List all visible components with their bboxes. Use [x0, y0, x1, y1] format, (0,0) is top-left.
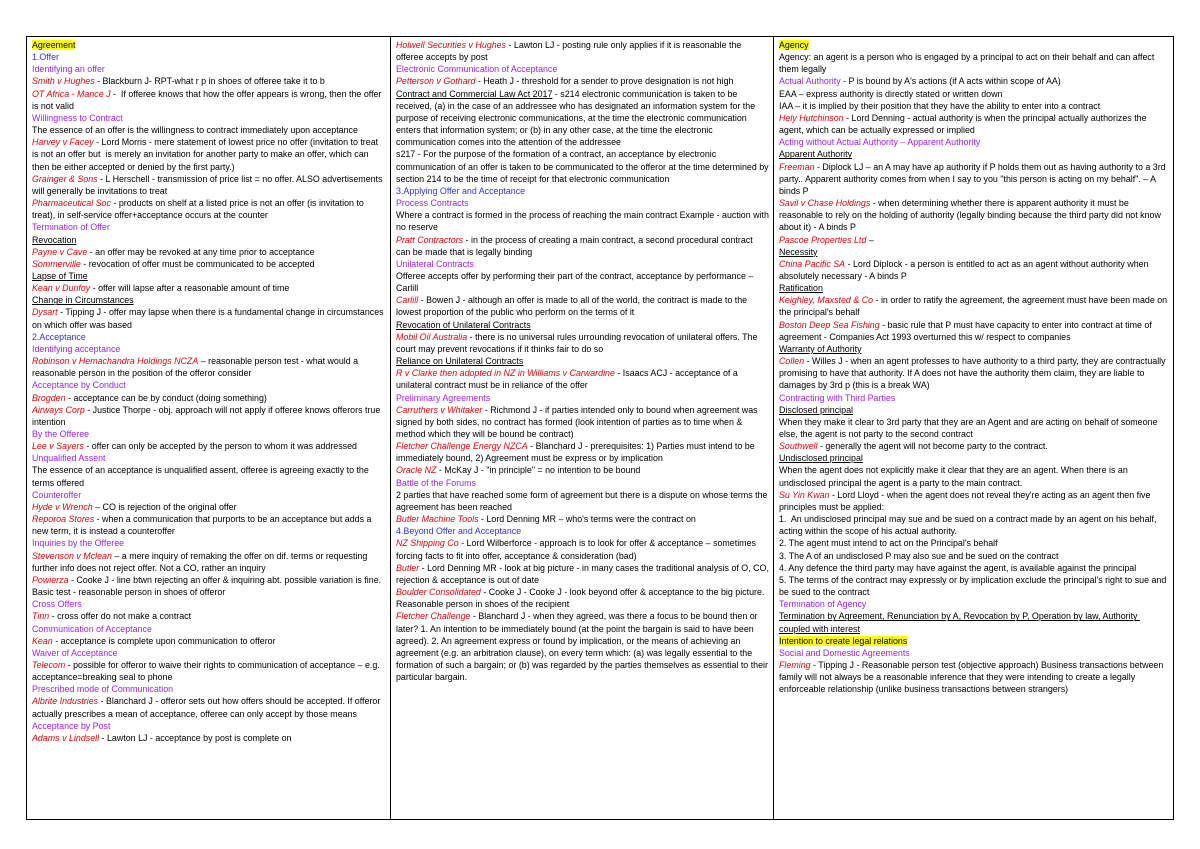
case-note-text: - possible for offeror to waive their rights to communication of acceptance – e.g. acceptance=breaking seal to phone — [32, 659, 383, 683]
section-heading: 3.Applying Offer and Acceptance — [396, 185, 526, 196]
case-note — [32, 282, 386, 294]
note-text: IAA – it is implied by their position that they have the ability to enter into a contract — [779, 100, 1101, 111]
case-note-text: - Lord Denning MR - look at big picture - in many cases the traditional analysis of O, CO, rejection & acceptance is out of date — [396, 562, 772, 585]
case-note-text: - Lord Lloyd - when the agent does not reveal they're acting as an agent then five principles must be applied: — [779, 489, 1153, 512]
case-note — [396, 586, 769, 610]
case-note-text: - Cooke J - Cooke J - look beyond offer & acceptance to the big picture. Reasonable person in shoes of the recipient — [396, 587, 767, 610]
case-name: Butler Machine Tools — [396, 514, 479, 525]
subsection-heading: Preliminary Agreements — [396, 392, 491, 403]
case-name: Su Yin Kwan — [779, 489, 830, 500]
case-note-text: - acceptance is complete upon communication to offeror — [52, 635, 276, 646]
column-2 — [391, 37, 774, 819]
case-note-text: - Tipping J - offer may lapse when there is a fundamental change in circumstances on which offer was based — [32, 307, 387, 330]
case-note-text: - Lord Denning - actual authority is when the principal actually authorizes the agent, which can be actually expressed or implied — [779, 112, 1149, 136]
case-note-text: - Isaacs ACJ - acceptance of a unilateral contract must be in reliance of the offer — [396, 368, 741, 391]
subsection-heading: Acceptance by Conduct — [32, 380, 126, 391]
note-text: The essence of an acceptance is unqualified assent, offeree is agreeing exactly to the terms offered — [32, 465, 372, 488]
section-heading: 4.Beyond Offer and Acceptance — [396, 526, 522, 537]
note-text: 2 parties that have reached some form of agreement but there is a dispute on whose terms the agreement has been reached — [396, 489, 770, 512]
case-name: Powierza — [32, 574, 69, 585]
notes-sheet — [26, 36, 1174, 820]
case-note-text: - when determining whether there is apparent authority it must be reasonable to rely on the holding of authority (legally binding because the third party did not know about it) - A binds P — [779, 198, 1164, 233]
case-name: NZ Shipping Co — [396, 538, 459, 549]
case-name: Robinson v Hemachandra Holdings NCZA — [32, 356, 199, 367]
case-note-text: - McKay J - "in principle" = no intention to be bound — [436, 465, 641, 476]
case-name: Pharmaceutical Soc — [32, 198, 111, 209]
subsection-heading: Identifying an offer — [32, 64, 105, 75]
case-name: Butler — [396, 562, 420, 573]
subsection-heading: Termination of Offer — [32, 222, 110, 233]
case-note-text: - products on shelf at a listed price is not an offer (is invitation to treat), in self-service offer+acceptance occurs at the counter — [32, 198, 367, 221]
case-note-text: - Diplock LJ – an A may have ap authority if P holds them out as having authority to a 3rd party.. Apparent authority comes from when I say to you "this person is acting on my behalf". – A binds P — [779, 161, 1169, 196]
case-name: Harvey v Facey — [32, 137, 94, 148]
case-name: Keighley, Maxsted & Co — [779, 295, 874, 306]
subsection-heading: Counteroffer — [32, 489, 82, 500]
subsection-heading: Unqualified Assent — [32, 453, 106, 464]
case-note — [32, 659, 386, 683]
case-note-text: – CO is rejection of the original offer — [92, 501, 237, 512]
concept-name: Actual Authority — [779, 76, 841, 87]
case-name: Reporoa Stores — [32, 514, 95, 525]
underlined-heading: Termination by Agreement, Renunciation by A, Revocation by P, Operation by law, Authority coupled with interest — [779, 611, 1140, 634]
case-note — [779, 659, 1169, 695]
subsection-heading: Prescribed mode of Communication — [32, 684, 174, 695]
note-text: Agency: an agent is a person who is engaged by a principal to act on their behalf and can affect them legally — [779, 52, 1157, 75]
topic-heading-text: Intention to create legal relations — [779, 635, 908, 646]
section-heading: 2.Acceptance — [32, 331, 86, 342]
case-note-text: - basic rule that P must have capacity to enter into contract at time of agreement - Companies Act 1993 overturned this w/ respect to companies — [779, 319, 1155, 342]
case-note — [32, 513, 386, 537]
case-note — [779, 258, 1169, 282]
case-note-text: - Blackburn J- RPT-what r p in shoes of offeree take it to b — [94, 76, 325, 87]
case-note — [779, 197, 1169, 233]
case-name: Brogden — [32, 392, 66, 403]
subsection-heading: Willingness to Contract — [32, 112, 123, 123]
case-note-text: – — [866, 234, 874, 245]
underlined-heading: Lapse of Time — [32, 270, 88, 281]
case-note — [32, 173, 386, 197]
case-note — [32, 136, 386, 172]
case-name: Kean — [32, 635, 53, 646]
case-note-text: - Blanchard J - prerequisites: 1) Parties must intend to be immediately bound, 2) Agreement must be express or by implication — [396, 441, 758, 464]
note-text: When the agent does not explicitly make it clear that they are an agent. When there is an undisclosed principal the agent is a party to the main contract. — [779, 465, 1131, 488]
case-note — [32, 246, 386, 258]
case-note-text: - when a communication that purports to be an acceptance but adds a new term, it is instead a counteroffer — [32, 514, 374, 537]
case-name: Kean v Dunfoy — [32, 283, 91, 294]
case-note-text: - Lord Wilberforce - approach is to look for offer & acceptance – sometimes forcing facts to fit into offer, acceptance & consideration (bad) — [396, 538, 759, 561]
case-name: Telecom — [32, 659, 66, 670]
case-note-text: - in order to ratify the agreement, the agreement must have been made on the principal's behalf — [779, 295, 1170, 318]
case-note — [32, 610, 386, 622]
case-note — [32, 440, 386, 452]
case-name: Boulder Consolidated — [396, 587, 481, 598]
note-text: Where a contract is formed in the process of reaching the main contract Example - auction with no reserve — [396, 210, 772, 233]
subsection-heading: Identifying acceptance — [32, 343, 121, 354]
subsection-heading: Acting without Actual Authority – Apparent Authority — [779, 137, 981, 148]
case-note — [779, 112, 1169, 136]
case-note-text: - Cooke J - line btwn rejecting an offer & inquiring abt. possible variation is fine. Basic test - reasonable person in shoes of offeror — [32, 574, 384, 598]
case-note — [396, 440, 769, 464]
case-note — [32, 501, 386, 513]
case-note — [396, 513, 769, 525]
statute-note-text: - s214 electronic communication is taken to be received, (a) in the case of an addressee who has designated an information system for the purpose of receiving electronic communications, at the time the electronic communication enters that information system; or (b) in any other case, at the time the electronic communication comes into the attention of the addressee — [396, 88, 758, 148]
case-note-text: - Willes J - when an agent professes to have authority to a third party, they are contractually promising to have that authority. If A does not have the authority them claim, they are liable to damages by 3rd p (this is a break WA) — [779, 356, 1169, 391]
case-note — [396, 75, 769, 87]
case-note-text: - Lawton LJ - posting rule only applies if it is reasonable the offeree accepts by post — [396, 40, 744, 63]
case-note — [32, 695, 386, 719]
underlined-heading: Revocation of Unilateral Contracts — [396, 319, 531, 330]
case-note — [32, 635, 386, 647]
note-text: The essence of an offer is the willingness to contract immediately upon acceptance — [32, 125, 358, 136]
subsection-heading: Termination of Agency — [779, 599, 867, 610]
case-note-text: – a mere inquiry of remaking the offer on dif. terms or requesting further info does not reject offer. Not a CO, rather an inquiry — [32, 550, 370, 573]
subsection-heading: Process Contracts — [396, 198, 469, 209]
case-name: Fletcher Challenge — [396, 611, 471, 622]
subsection-heading: By the Offeree — [32, 429, 90, 439]
case-note — [779, 319, 1169, 343]
case-name: Holwell Securities v Hughes — [396, 40, 506, 50]
case-name: Oracle NZ — [396, 465, 437, 476]
case-note — [396, 464, 769, 476]
case-note-text: - an offer may be revoked at any time prior to acceptance — [87, 246, 315, 257]
underlined-heading: Disclosed principal — [779, 404, 853, 415]
underlined-heading: Revocation — [32, 234, 77, 245]
case-note — [32, 574, 386, 598]
case-note — [32, 392, 386, 404]
case-note — [779, 440, 1169, 452]
case-note-text: - Heath J - threshold for a sender to prove designation is not high — [475, 76, 734, 87]
case-name: Adams v Lindsell — [32, 732, 100, 743]
case-note — [32, 88, 386, 112]
case-name: Lee v Sayers — [32, 441, 84, 452]
case-note — [32, 550, 386, 574]
topic-heading — [779, 635, 1169, 647]
case-name: Collen — [779, 356, 805, 367]
case-note-text: - Lord Diplock - a person is entitled to act as an agent without authority when absolutely necessary - A binds P — [779, 258, 1151, 281]
case-note — [32, 197, 386, 221]
subsection-heading: Waiver of Acceptance — [32, 647, 118, 658]
case-note — [396, 404, 769, 440]
underlined-heading: Ratification — [779, 283, 823, 294]
concept-note — [779, 75, 1169, 87]
note-text: 4. Any defence the third party may have against the agent, is available against the principal — [779, 562, 1137, 573]
case-note-text: - Bowen J - although an offer is made to all of the world, the contract is made to the lowest proportion of the public who perform on the terms of it — [396, 295, 750, 318]
case-note-text: - If offeree knows that how the offer appears is wrong, then the offer is not valid — [32, 88, 384, 111]
subsection-heading: Electronic Communication of Acceptance — [396, 64, 558, 75]
case-note-text: - offer will lapse after a reasonable amount of time — [90, 283, 290, 294]
case-name: Airways Corp — [32, 404, 85, 415]
case-note-text: - offer can only be accepted by the person to whom it was addressed — [83, 441, 357, 452]
subsection-heading: Contracting with Third Parties — [779, 392, 896, 403]
note-text: Offeree accepts offer by performing their part of the contract, acceptance by performance – Carlill — [396, 270, 756, 294]
case-name: Payne v Cave — [32, 246, 88, 257]
case-name: OT Africa - Mance J — [32, 88, 111, 99]
case-note — [396, 39, 769, 63]
note-text: 5. The terms of the contract may expressly or by implication exclude the principal's right to sue and be sued to the contract — [779, 574, 1169, 598]
subsection-heading: Communication of Acceptance — [32, 623, 152, 634]
case-note — [396, 331, 769, 355]
statute-note — [396, 88, 769, 149]
case-note-text: - Justice Thorpe - obj. approach will not apply if offeree knows offerors true intention — [32, 404, 383, 427]
column-3 — [774, 37, 1173, 819]
case-name: Mobil Oil Australia — [396, 331, 468, 342]
case-note — [32, 75, 386, 87]
case-name: Hely Hutchinson — [779, 112, 844, 123]
case-name: Albrite Industries — [32, 696, 99, 707]
case-note — [779, 355, 1169, 391]
case-note — [779, 294, 1169, 318]
note-text: 2. The agent must intend to act on the Principal's behalf — [779, 538, 998, 549]
case-name: Stevenson v Mclean — [32, 550, 112, 561]
case-name: Southwell — [779, 441, 818, 452]
case-note — [32, 355, 386, 379]
topic-heading — [32, 39, 386, 51]
case-note — [779, 489, 1169, 513]
case-note-text: - acceptance can be by conduct (doing something) — [65, 392, 267, 403]
note-text: s217 - For the purpose of the formation of a contract, an acceptance by electronic communication of an offer is taken to be communicated to the offeror at the time determined by section 214 to be the time of receipt for that electronic communication — [396, 149, 772, 184]
case-name: Sommerville — [32, 258, 81, 269]
column-1 — [27, 37, 391, 819]
case-name: Dysart — [32, 307, 58, 318]
subsection-heading: Unilateral Contracts — [396, 258, 474, 269]
case-name: Fleming — [779, 659, 811, 670]
case-name: Petterson v Gothard — [396, 76, 476, 87]
case-note-text: - cross offer do not make a contract — [49, 611, 192, 622]
case-name: China Pacific SA — [779, 258, 846, 269]
concept-note-text: - P is bound by A's actions (if A acts within scope of AA) — [840, 76, 1061, 87]
note-text: When they make it clear to 3rd party that they are an Agent and are acting on behalf of someone else, the agent is not party to the second contract — [779, 416, 1160, 439]
note-text: 3. The A of an undisclosed P may also sue and be sued on the contract — [779, 550, 1059, 561]
case-name: Pratt Contractors — [396, 234, 464, 245]
subsection-heading: Cross Offers — [32, 599, 82, 610]
case-note — [396, 610, 769, 683]
case-note-text: - revocation of offer must be communicated to be accepted — [80, 258, 315, 269]
case-note — [32, 258, 386, 270]
subsection-heading: Acceptance by Post — [32, 720, 111, 731]
case-name: Savil v Chase Holdings — [779, 198, 871, 209]
case-note-text: - in the process of creating a main contract, a second procedural contract can be made that is legally binding — [396, 234, 756, 257]
topic-heading — [779, 39, 1169, 51]
case-note — [32, 404, 386, 428]
case-note — [396, 537, 769, 561]
case-name: Boston Deep Sea Fishing — [779, 319, 880, 330]
topic-heading-text: Agency — [779, 40, 809, 50]
case-name: Tinn — [32, 611, 50, 622]
case-name: Grainger & Sons — [32, 173, 98, 184]
case-note-text: - Lord Morris - mere statement of lowest price no offer (invitation to treat is not an offer but is merely an invitation for another party to make an offer, which can then be either accepted or denied by the first party.) — [32, 137, 381, 172]
topic-heading-text: Agreement — [32, 40, 76, 50]
statute-name: Contract and Commercial Law Act 2017 — [396, 88, 553, 99]
case-name: Hyde v Wrench — [32, 501, 93, 512]
note-text: EAA – express authority is directly stated or written down — [779, 88, 1003, 99]
underlined-heading: Necessity — [779, 246, 818, 257]
case-note — [396, 562, 772, 586]
underlined-heading: Reliance on Unilateral Contracts — [396, 356, 524, 367]
case-note-text: - Blanchard J - when they agreed, was there a focus to be bound then or later? 1. An intention to be immediately bound (at the point the bargain is said to have been agreed). 2. An agreement express or found by implication, or the means of achieving an agreement (e.g. an arbitration clause), on every term which: (a) was legally essential to the formation of such a bargain; or (b) was regarded by the parties themselves as essential to their particular bargain. — [396, 611, 771, 683]
case-note-text: - Richmond J - if parties intended only to bound when agreement was signed by both sides, no contract has formed (look intention of parties as to time when & method which they will be bound be contract) — [396, 404, 761, 439]
case-name: Freeman — [779, 161, 815, 172]
case-name: Fletcher Challenge Energy NZCA — [396, 441, 528, 452]
case-note-text: - Lawton LJ - acceptance by post is complete on — [99, 732, 292, 743]
case-name: R v Clarke then adopted in NZ in Williams v Carwardine — [396, 368, 615, 379]
case-name: Smith v Hughes — [32, 76, 95, 87]
case-note — [779, 161, 1169, 197]
underlined-heading: Undisclosed principal — [779, 453, 863, 464]
subsection-heading: Battle of the Forums — [396, 477, 476, 488]
case-note — [779, 234, 1169, 246]
case-note — [396, 294, 769, 318]
case-name: Carlill — [396, 295, 419, 306]
subsection-heading: Inquiries by the Offeree — [32, 538, 125, 549]
case-name: Carruthers v Whitaker — [396, 404, 483, 415]
case-note — [396, 367, 769, 391]
case-name: Pascoe Properties Ltd — [779, 234, 867, 245]
underlined-heading: Apparent Authority — [779, 149, 853, 160]
case-note-text: - Blanchard J - offeror sets out how offers should be accepted. If offeror actually prescribes a mean of acceptance, offeree can only accept by those means — [32, 696, 383, 719]
case-note-text: - Tipping J - Reasonable person test (objective approach) Business transactions between family will not always be a reasonable inference that they were intending to create a legally enforceable relationship (unlike business transactions between strangers) — [779, 659, 1166, 695]
case-note — [32, 732, 386, 744]
note-text: 1. An undisclosed principal may sue and be sued on a contract made by an agent on his behalf, acting within the scope of his actual authority. — [779, 514, 1159, 537]
case-note-text: - there is no universal rules urrounding revocation of unilateral offers. The court may prevent revocations if it thinks fair to do so — [396, 331, 760, 354]
case-note — [396, 234, 769, 258]
case-note — [32, 306, 386, 330]
underlined-heading: Warranty of Authority — [779, 343, 862, 354]
subsection-heading: Social and Domestic Agreements — [779, 647, 910, 658]
case-note-text: - L Herschell - transmission of price list = no offer. ALSO advertisements will generally be invitations to treat — [32, 173, 385, 196]
case-note-text: - generally the agent will not become party to the contract. — [817, 441, 1048, 452]
case-note-text: – reasonable person test - what would a reasonable person in the position of the offeror consider — [32, 356, 361, 379]
case-note-text: - Lord Denning MR – who's terms were the contract on — [478, 514, 696, 525]
underlined-heading: Change in Circumstances — [32, 295, 134, 306]
section-heading: 1.Offer — [32, 52, 59, 63]
